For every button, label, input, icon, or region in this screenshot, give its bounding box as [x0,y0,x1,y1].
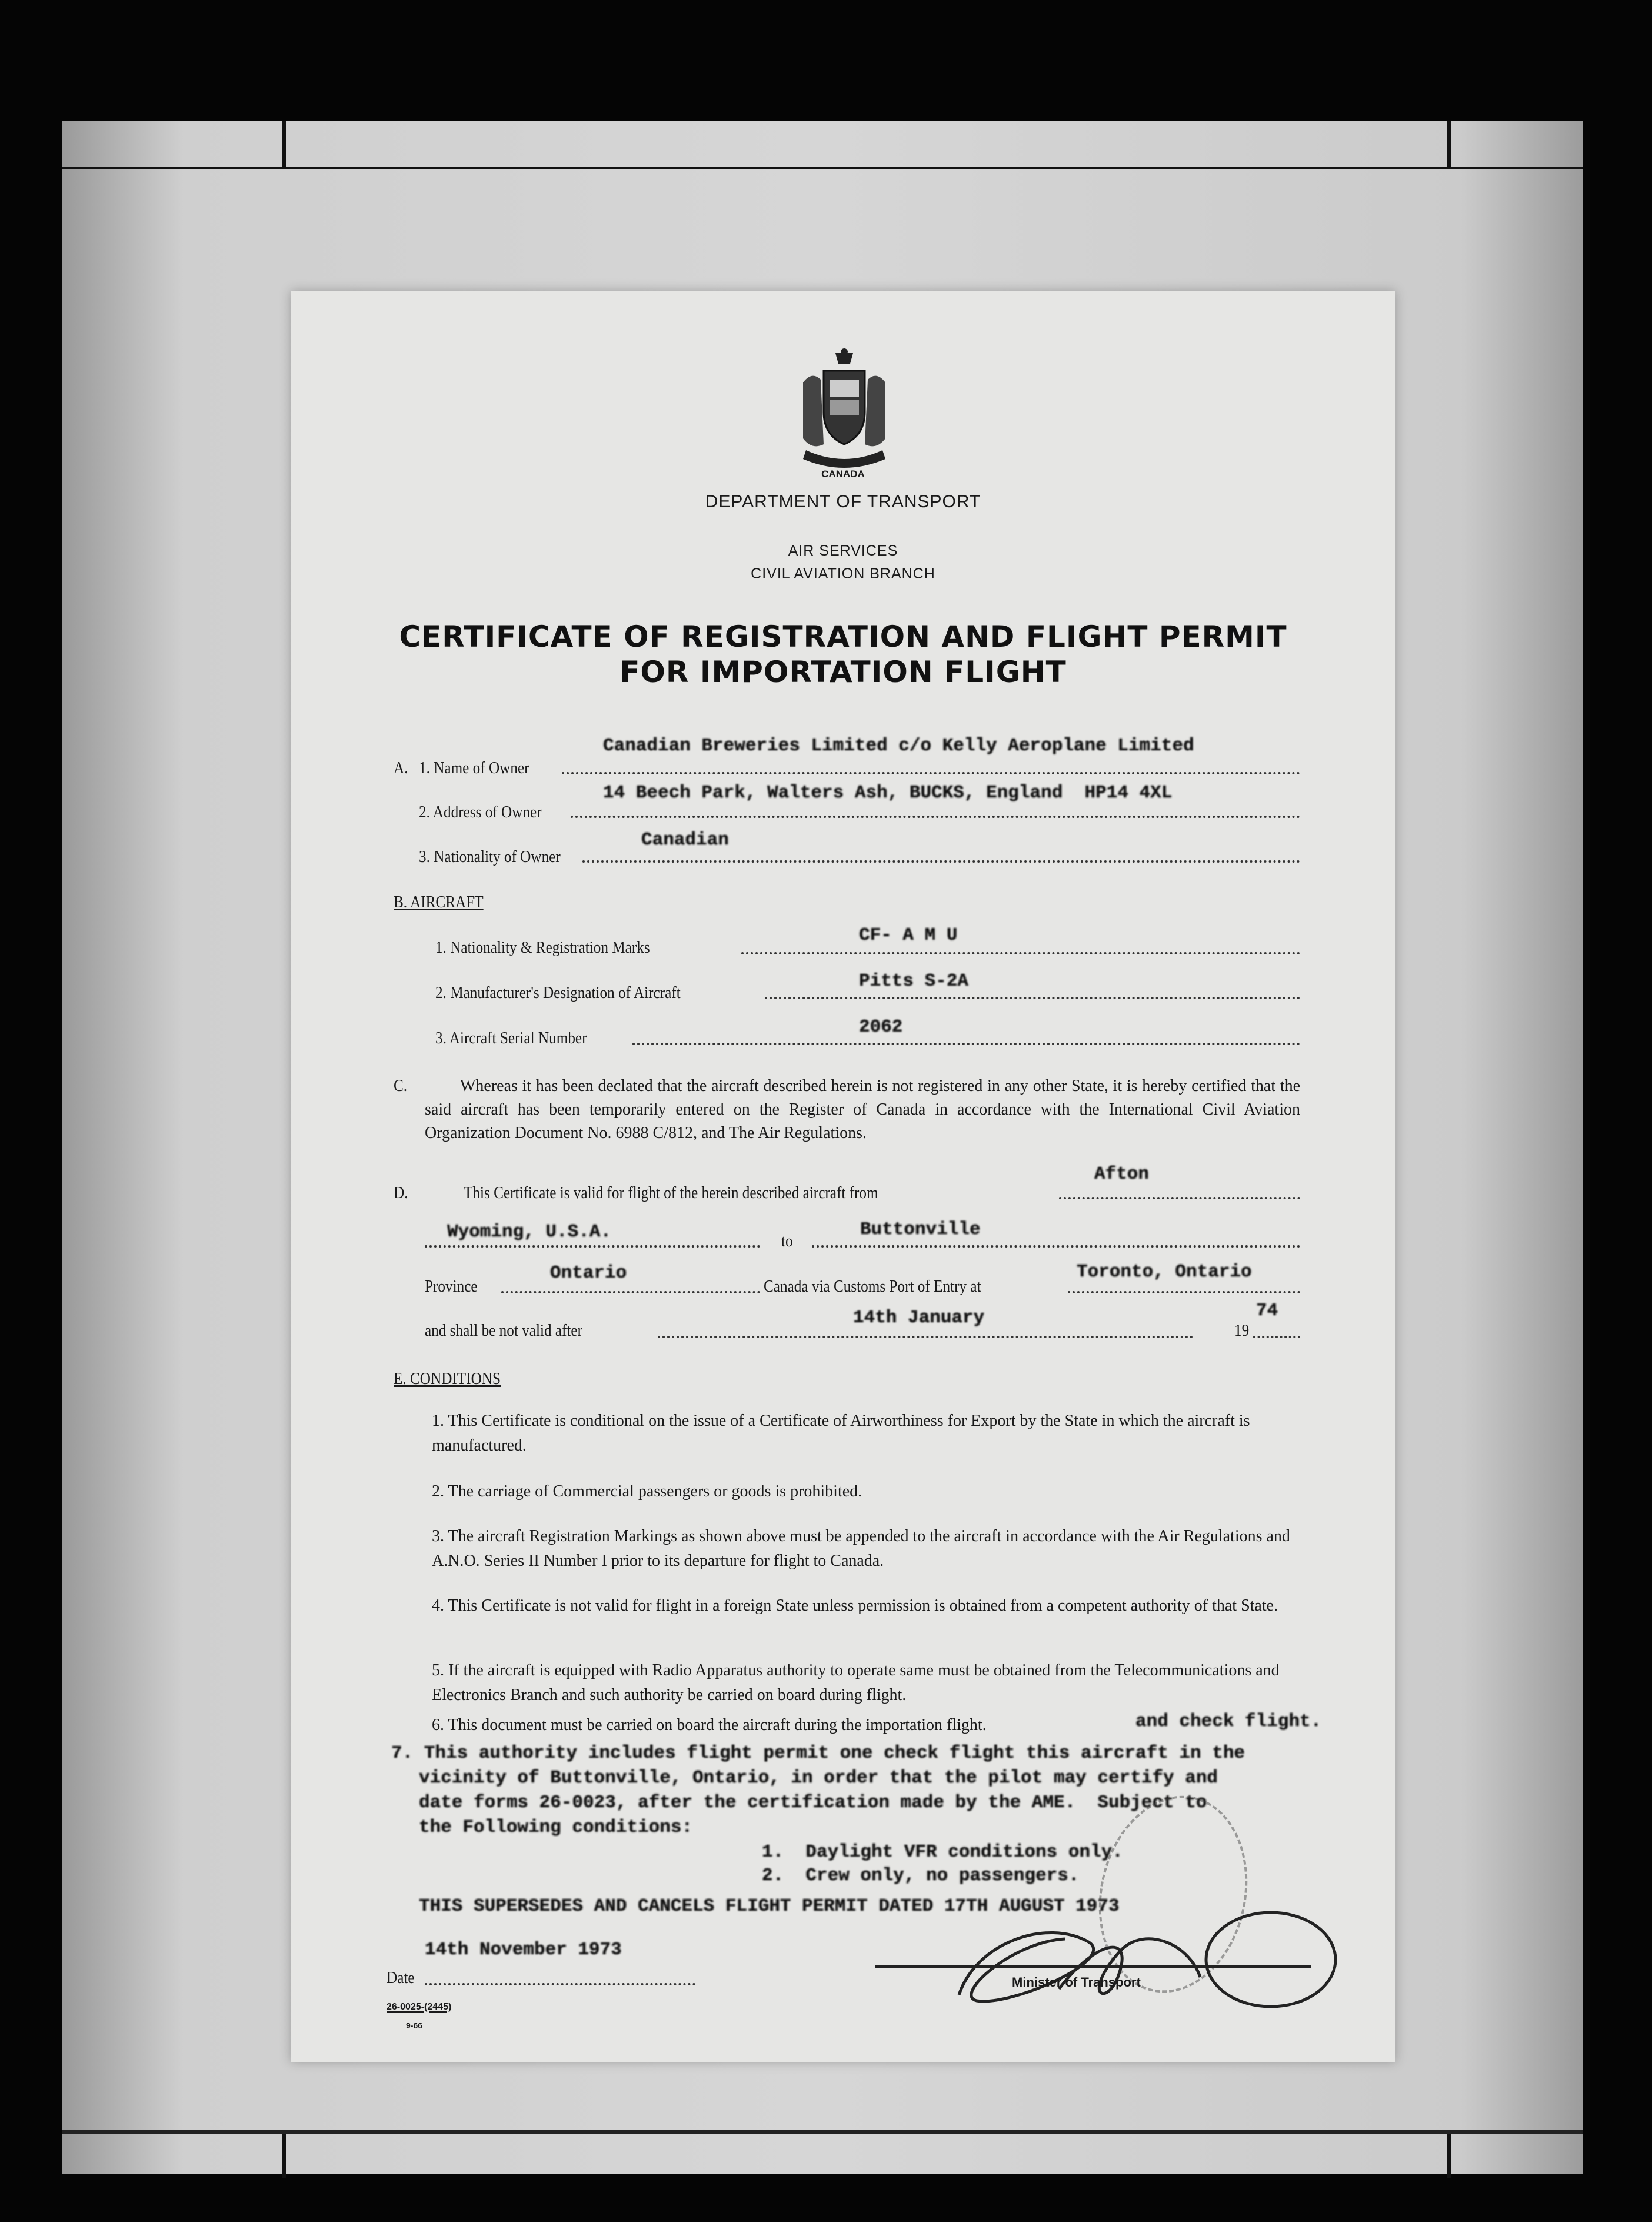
condition-7-line: date forms 26-0023, after the certification made by the AME. Subject to [419,1792,1207,1813]
owner-nationality-label: 3. Nationality of Owner [419,848,561,866]
registration-marks-value: CF- A M U [859,925,958,946]
film-frame-bottom [62,2130,1583,2134]
designation-value: Pitts S-2A [859,971,969,992]
section-c-text: Whereas it has been declated that the aircraft described herein is not registered in any other State, it is hereby certified that the said aircraft has been temporarily entered on the Register of Canada in accordance with the International Civil Aviation Organization Document No. 6988 C/812, and The Air Regulations. [425,1077,1300,1142]
title-line-2: FOR IMPORTATION FLIGHT [620,655,1067,689]
serial-value: 2062 [859,1017,903,1037]
owner-nationality-value: Canadian [641,830,729,850]
owner-address-label: 2. Address of Owner [419,803,542,821]
service-heading: AIR SERVICES [788,543,898,559]
frame-divider [282,121,286,167]
condition-1: 1. This Certificate is conditional on the issue of a Certificate of Airworthiness for Export by the State in which the aircraft is manufactured. [432,1412,1250,1455]
customs-value: Toronto, Ontario [1077,1262,1252,1282]
owner-address-value: 14 Beech Park, Walters Ash, BUCKS, England HP14 4XL [603,783,1173,803]
customs-label: Canada via Customs Port of Entry at [764,1278,981,1296]
form-revision-date: 9-66 [406,2021,423,2030]
condition-6: 6. This document must be carried on board the aircraft during the importation flight. [432,1716,987,1734]
year-value: 74 [1256,1300,1278,1321]
date-value: 14th November 1973 [425,1940,622,1960]
expiry-value: 14th January [853,1308,985,1328]
to-label: to [781,1232,793,1250]
subcondition-2: 2. Crew only, no passengers. [762,1865,1080,1886]
form-number: 26-0025-(2445) [387,2002,452,2012]
owner-name-value: Canadian Breweries Limited c/o Kelly Aeroplane Limited [603,736,1194,756]
minister-signature [941,1907,1353,2018]
condition-7-line: the Following conditions: [419,1817,693,1838]
condition-5: 5. If the aircraft is equipped with Radio Apparatus authority to operate same must be obtained from the Telecommunications and Electronics Branch and such authority be carried on board during flight. [432,1661,1280,1704]
section-c-letter: C. [394,1077,408,1095]
date-line [425,1983,695,1985]
serial-label: 3. Aircraft Serial Number [435,1029,587,1047]
registration-marks-label: 1. Nationality & Registration Marks [435,939,650,957]
from-location-line [425,1245,760,1248]
registration-marks-line [741,952,1300,954]
canada-coat-of-arms-icon [794,347,894,471]
province-label: Province [425,1278,478,1296]
section-b-heading: B. AIRCRAFT [394,893,484,912]
customs-line [1068,1291,1300,1293]
expiry-label: and shall be not valid after [425,1322,583,1340]
valid-from-line [1059,1197,1300,1199]
year-prefix: 19 [1234,1322,1250,1340]
subcondition-1: 1. Daylight VFR conditions only. [762,1842,1123,1862]
owner-name-line [562,772,1300,774]
section-a-letter: A. [394,759,408,777]
date-label: Date [387,1969,415,1987]
owner-nationality-line [582,860,1300,863]
province-line [501,1291,760,1293]
to-line [812,1245,1300,1248]
designation-label: 2. Manufacturer's Designation of Aircraft [435,984,681,1002]
section-d-letter: D. [394,1184,408,1202]
conditions-heading: E. CONDITIONS [394,1370,501,1388]
serial-line [632,1043,1300,1045]
frame-divider [1447,121,1451,167]
expiry-line [658,1336,1193,1338]
owner-address-line [571,816,1300,818]
valid-from-value: Afton [1094,1164,1150,1185]
condition-3: 3. The aircraft Registration Markings as shown above must be appended to the aircraft in accordance with the Air Regulations and A.N.O. Series II Number I prior to its departure for flight to Canada. [432,1527,1290,1570]
film-frame-top [62,121,1583,169]
frame-divider [1447,2134,1451,2178]
signatory-title: Minister of Transport [1012,1975,1141,1990]
condition-7-line: 7. This authority includes flight permit one check flight this aircraft in the [391,1743,1245,1764]
condition-6-addition: and check flight. [1135,1711,1322,1732]
owner-name-label: 1. Name of Owner [419,759,529,777]
year-line [1253,1336,1300,1338]
condition-7-line: vicinity of Buttonville, Ontario, in order that the pilot may certify and [419,1768,1218,1788]
valid-from-label: This Certificate is valid for flight of the herein described aircraft from [464,1184,878,1202]
to-value: Buttonville [860,1219,981,1240]
title-line-1: CERTIFICATE OF REGISTRATION AND FLIGHT PERMIT [399,620,1287,654]
branch-heading: CIVIL AVIATION BRANCH [751,566,935,582]
section-e-heading [394,1370,501,1389]
from-location-value: Wyoming, U.S.A. [447,1222,612,1242]
department-heading: DEPARTMENT OF TRANSPORT [705,492,981,511]
frame-divider [282,2134,286,2178]
designation-line [765,997,1300,999]
crest-label: CANADA [821,468,865,480]
supersedes-notice: THIS SUPERSEDES AND CANCELS FLIGHT PERMIT DATED 17TH AUGUST 1973 [419,1896,1120,1917]
province-value: Ontario [550,1263,627,1283]
condition-4: 4. This Certificate is not valid for flight in a foreign State unless permission is obtained from a competent authority of that State. [432,1596,1278,1615]
certificate-title [291,619,1395,690]
condition-2: 2. The carriage of Commercial passengers or goods is prohibited. [432,1482,862,1501]
